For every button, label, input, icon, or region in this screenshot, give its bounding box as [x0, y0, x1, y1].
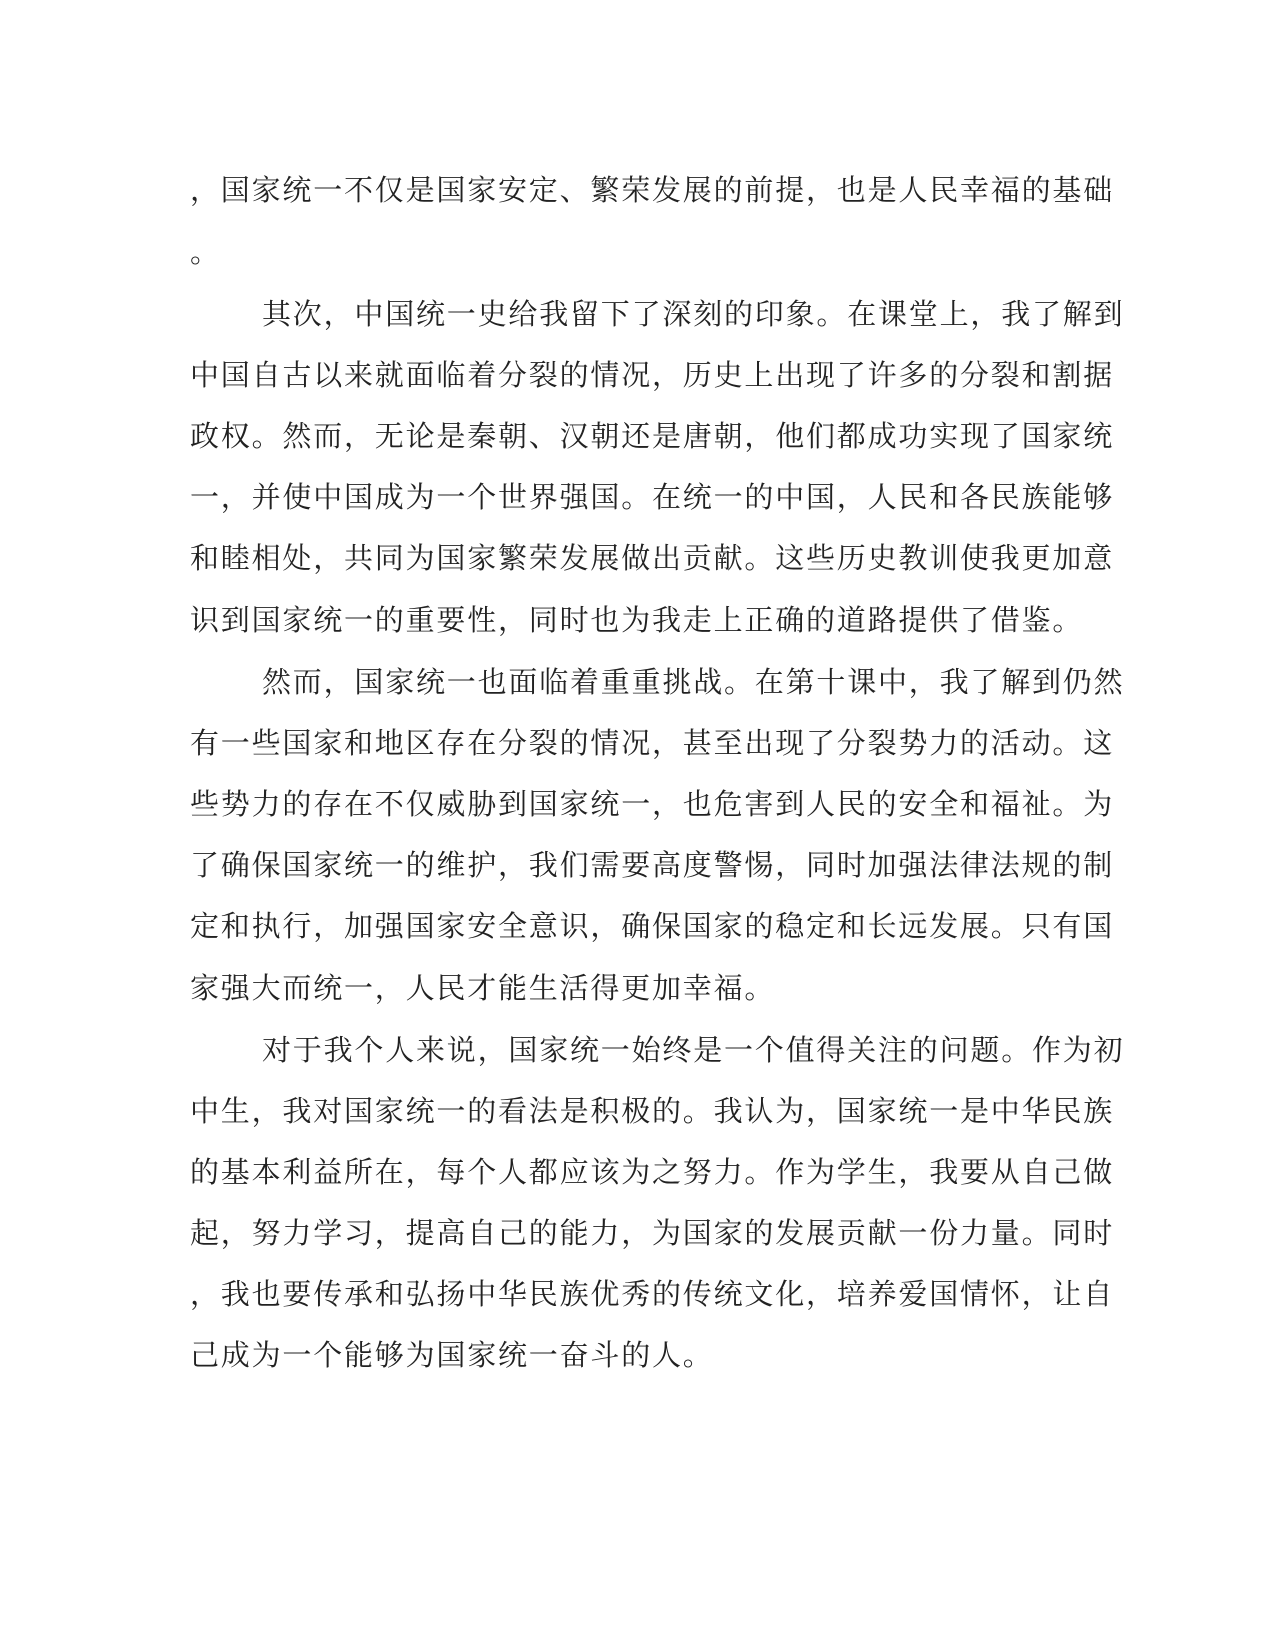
text-line: 中生，我对国家统一的看法是积极的。我认为，国家统一是中华民族 [190, 1094, 1115, 1128]
text-line: 家强大而统一，人民才能生活得更加幸福。 [190, 971, 776, 1005]
text-line: 起，努力学习，提高自己的能力，为国家的发展贡献一份力量。同时 [190, 1216, 1115, 1250]
text-line: 的基本利益所在，每个人都应该为之努力。作为学生，我要从自己做 [190, 1155, 1115, 1189]
text-line: 己成为一个能够为国家统一奋斗的人。 [190, 1338, 714, 1372]
essay-body [190, 160, 1125, 1381]
text-line: 有一些国家和地区存在分裂的情况，甚至出现了分裂势力的活动。这 [190, 726, 1115, 760]
text-line: 了确保国家统一的维护，我们需要高度警惕，同时加强法律法规的制 [190, 848, 1115, 882]
paragraph-first-line: 其次，中国统一史给我留下了深刻的印象。在课堂上，我了解到 [262, 297, 1125, 331]
paragraph-first-line: 然而，国家统一也面临着重重挑战。在第十课中，我了解到仍然 [262, 665, 1125, 699]
text-line: 政权。然而，无论是秦朝、汉朝还是唐朝，他们都成功实现了国家统 [190, 419, 1115, 453]
text-line: ，国家统一不仅是国家安定、繁荣发展的前提，也是人民幸福的基础 [190, 173, 1115, 207]
text-line: 识到国家统一的重要性，同时也为我走上正确的道路提供了借鉴。 [190, 603, 1084, 637]
text-line: 一，并使中国成为一个世界强国。在统一的中国，人民和各民族能够 [190, 480, 1115, 514]
text-line: 。 [190, 235, 221, 269]
paragraph-first-line: 对于我个人来说，国家统一始终是一个值得关注的问题。作为初 [262, 1033, 1125, 1067]
text-line: ，我也要传承和弘扬中华民族优秀的传统文化，培养爱国情怀，让自 [190, 1277, 1115, 1311]
text-line: 些势力的存在不仅威胁到国家统一，也危害到人民的安全和福祉。为 [190, 787, 1115, 821]
text-line: 中国自古以来就面临着分裂的情况，历史上出现了许多的分裂和割据 [190, 358, 1115, 392]
text-line: 定和执行，加强国家安全意识，确保国家的稳定和长远发展。只有国 [190, 909, 1115, 943]
text-line: 和睦相处，共同为国家繁荣发展做出贡献。这些历史教训使我更加意 [190, 541, 1115, 575]
